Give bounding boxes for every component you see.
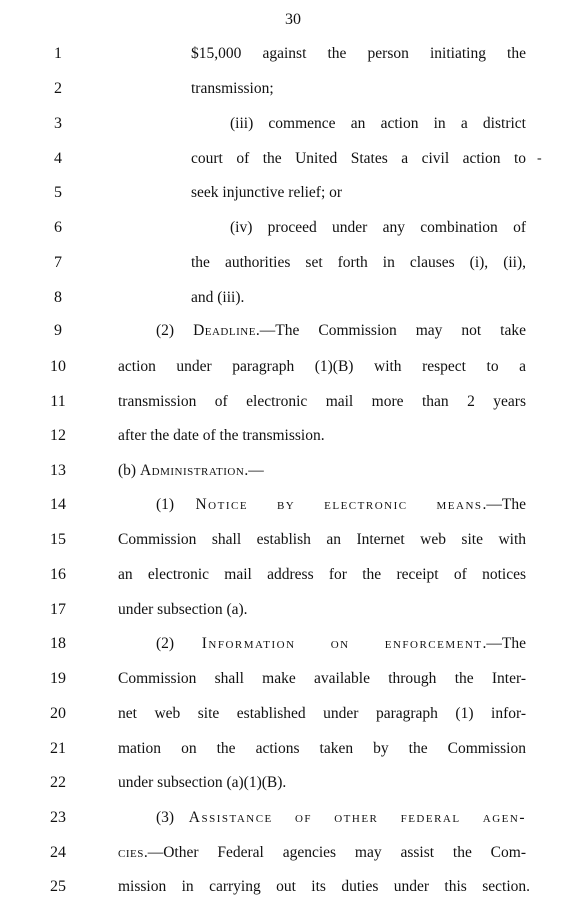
line-number: 12	[50, 427, 66, 444]
line-text: under subsection (a).	[118, 601, 248, 618]
line-number: 3	[54, 115, 62, 132]
line-number: 15	[50, 531, 66, 548]
text-line-10	[0, 356, 576, 380]
text-line-8	[0, 287, 576, 311]
line-number: 4	[54, 150, 62, 167]
line-text: under subsection (a)(1)(B).	[118, 774, 287, 791]
line-number: 23	[50, 809, 66, 826]
line-text: Commission shall make available through the Inter-	[118, 670, 526, 687]
text-line-25	[0, 876, 576, 900]
text-line-22	[0, 772, 576, 796]
text-line-17	[0, 599, 576, 623]
text-line-18	[0, 633, 576, 657]
line-number: 8	[54, 289, 62, 306]
line-number: 20	[50, 705, 66, 722]
text-line-2	[0, 78, 576, 102]
line-text: after the date of the transmission.	[118, 427, 325, 444]
line-text: (2) Information on enforcement.—The	[156, 635, 527, 652]
line-number: 18	[50, 635, 66, 652]
line-number: 19	[50, 670, 66, 687]
line-text: and (iii).	[191, 289, 245, 306]
line-number: 17	[50, 601, 66, 618]
heading-smallcaps: Administration	[139, 462, 245, 479]
line-number: 9	[54, 322, 62, 339]
line-text: the authorities set forth in clauses (i), (ii),	[191, 254, 526, 271]
heading-smallcaps: cies	[118, 844, 144, 861]
line-number: 22	[50, 774, 66, 791]
line-number: 14	[50, 496, 66, 513]
text-line-20	[0, 703, 576, 727]
line-text: court of the United States a civil action to	[191, 150, 526, 167]
line-number: 21	[50, 740, 66, 757]
text-line-19	[0, 668, 576, 692]
line-text: net web site established under paragraph (1) infor-	[118, 705, 526, 722]
line-text: Commission shall establish an Internet web site with	[118, 531, 526, 548]
text-line-6	[0, 217, 576, 241]
line-number: 24	[50, 844, 66, 861]
line-text: cies.—Other Federal agencies may assist the Com-	[118, 844, 526, 861]
line-text: transmission;	[191, 80, 274, 97]
line-number: 13	[50, 462, 66, 479]
line-text: $15,000 against the person initiating the	[191, 45, 526, 62]
text-line-4	[0, 148, 576, 172]
text-line-14	[0, 494, 576, 518]
line-text: action under paragraph (1)(B) with respect to a	[118, 358, 526, 375]
text-line-1	[0, 43, 576, 67]
text-line-13	[0, 460, 576, 484]
line-number: 10	[50, 358, 66, 375]
text-line-21	[0, 738, 576, 762]
text-line-5	[0, 182, 576, 206]
text-line-15	[0, 529, 576, 553]
text-line-24	[0, 842, 576, 866]
line-text: (1) Notice by electronic means.—The	[156, 496, 526, 513]
line-text: (iii) commence an action in a district	[230, 115, 526, 132]
text-line-3	[0, 113, 576, 137]
line-text: mission in carrying out its duties under this section.	[118, 878, 530, 895]
line-number: 1	[54, 45, 62, 62]
heading-smallcaps: Information on enforcement	[201, 635, 483, 652]
line-number: 11	[50, 393, 66, 410]
line-number: 6	[54, 219, 62, 236]
line-text: (2) Deadline.—The Commission may not take	[156, 322, 526, 339]
text-line-7	[0, 252, 576, 276]
line-text: seek injunctive relief; or	[191, 184, 343, 201]
margin-mark: -	[537, 151, 542, 166]
line-text: transmission of electronic mail more than 2 years	[118, 393, 526, 410]
line-number: 16	[50, 566, 66, 583]
text-line-9	[0, 320, 576, 344]
text-line-16	[0, 564, 576, 588]
line-text: (iv) proceed under any combination of	[230, 219, 526, 236]
line-text: (b) Administration.—	[118, 462, 264, 479]
line-number: 7	[54, 254, 62, 271]
heading-smallcaps: Assistance of other federal agen-	[188, 809, 526, 826]
heading-smallcaps: Notice by electronic means	[195, 496, 483, 513]
text-line-23	[0, 807, 576, 831]
line-number: 5	[54, 184, 62, 201]
line-text: an electronic mail address for the receipt of notices	[118, 566, 526, 583]
line-number: 25	[50, 878, 66, 895]
heading-smallcaps: Deadline	[193, 322, 256, 339]
line-text: mation on the actions taken by the Commission	[118, 740, 526, 757]
text-line-11	[0, 391, 576, 415]
text-line-12	[0, 425, 576, 449]
page-number: 30	[285, 11, 301, 28]
line-text: (3) Assistance of other federal agen-	[156, 809, 526, 826]
line-number: 2	[54, 80, 62, 97]
